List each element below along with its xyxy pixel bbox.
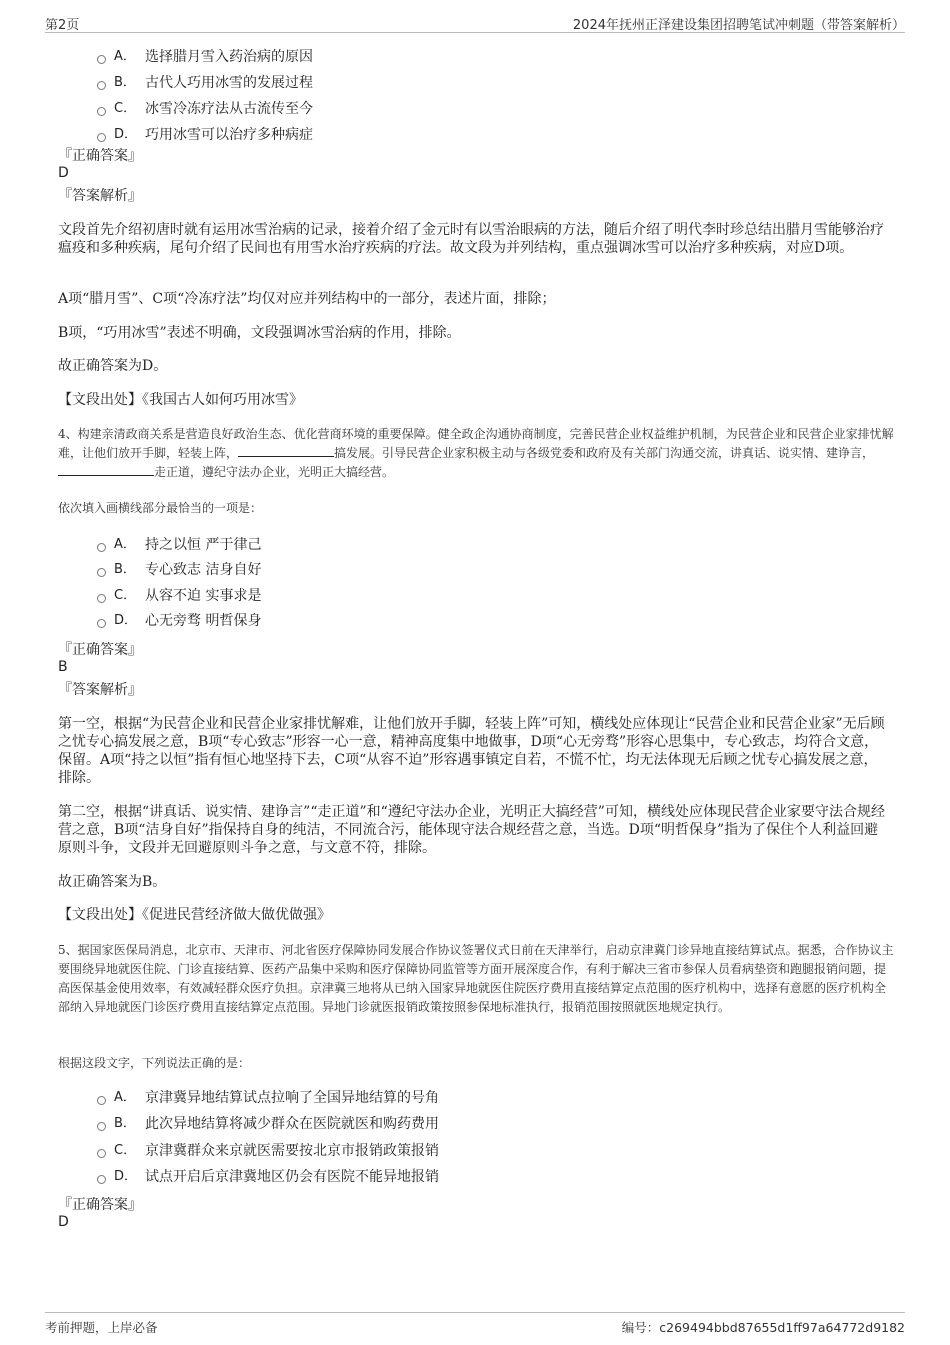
footer-slogan: 考前押题，上岸必备 <box>45 1320 158 1335</box>
radio-icon[interactable] <box>97 543 106 552</box>
q5-option-d[interactable]: D． 试点开启后京津冀地区仍会有医院不能异地报销 <box>97 1168 439 1186</box>
q4-analysis-conclusion: 故正确答案为B。 <box>58 874 167 890</box>
page-number: 第2页 <box>45 18 80 33</box>
q4-analysis-paragraph: 第一空，根据“为民营企业和民营企业家排忧解难，让他们放开手脚，轻装上阵”可知，横线处应体现让“民营企业和民营企业家”无后顾之忧专心搞发展之意，B项“专心致志”形容一心一意，精神高度集中地做事，D项“心无旁骛”形容心思集中，专心致志，均符合文意，保留。A项“持之以恒”指有恒心地坚持下去，C项“从容不迫”形容遇事镇定自若，不慌不忙，均无法体现无后顾之忧专心搞发展之意，排除。 <box>58 716 885 786</box>
q4-analysis-label: 『答案解析』 <box>58 682 142 698</box>
radio-icon[interactable] <box>97 1096 106 1105</box>
radio-icon[interactable] <box>97 133 106 142</box>
q3-analysis-paragraph: A项“腊月雪”、C项“冷冻疗法”均仅对应并列结构中的一部分，表述片面，排除； <box>58 291 556 307</box>
radio-icon[interactable] <box>97 594 106 603</box>
radio-icon[interactable] <box>97 1175 106 1184</box>
q5-answer: D <box>58 1214 69 1230</box>
q3-answer-label: 『正确答案』 <box>58 148 142 164</box>
q3-source: 【文段出处】《我国古人如何巧用冰雪》 <box>58 392 303 408</box>
q4-option-d[interactable]: D． 心无旁骛 明哲保身 <box>97 612 261 630</box>
q5-answer-label: 『正确答案』 <box>58 1197 142 1213</box>
fill-blank-1[interactable] <box>238 445 334 457</box>
q4-stem: 4、构建亲清政商关系是营造良好政治生态、优化营商环境的重要保障。健全政企沟通协商制度，完善民营企业权益维护机制，为民营企业和民营企业家排忧解难，让他们放开手脚，轻装上阵， 搞发展。引导民营企业家积极主动与各级党委和政府及有关部门沟通交流，讲真话、说实情、建诤言，走正道，遵纪守法办企业，光明正大搞经营。 <box>58 427 894 479</box>
document-title: 2024年抚州正泽建设集团招聘笔试冲刺题（带答案解析） <box>572 18 905 33</box>
page-footer <box>45 1312 905 1337</box>
radio-icon[interactable] <box>97 568 106 577</box>
q3-answer: D <box>58 165 69 181</box>
q3-analysis-conclusion: 故正确答案为D。 <box>58 358 168 374</box>
q4-source: 【文段出处】《促进民营经济做大做优做强》 <box>58 907 331 923</box>
q5-option-a[interactable]: A． 京津冀异地结算试点拉响了全国异地结算的号角 <box>97 1089 439 1107</box>
q5-prompt: 根据这段文字，下列说法正确的是： <box>58 1056 251 1070</box>
radio-icon[interactable] <box>97 81 106 90</box>
q3-analysis-paragraph: 文段首先介绍初唐时就有运用冰雪治病的记录，接着介绍了金元时有以雪治眼病的方法，随后介绍了明代李时珍总结出腊月雪能够治疗瘟疫和多种疾病，尾句介绍了民间也有用雪水治疗疾病的疗法。故文段为并列结构，重点强调冰雪可以治疗多种疾病，对应D项。 <box>58 222 884 256</box>
q3-option-b[interactable]: B． 古代人巧用冰雪的发展过程 <box>97 74 313 92</box>
radio-icon[interactable] <box>97 107 106 116</box>
q4-answer-label: 『正确答案』 <box>58 642 142 658</box>
q4-analysis-paragraph: 第二空，根据“讲真话、说实情、建诤言”“走正道”和“遵纪守法办企业，光明正大搞经营”可知，横线处应体现民营企业家要守法合规经营之意，B项“洁身自好”指保持自身的纯洁，不同流合污，能体现守法合规经营之意，当选。D项“明哲保身”指为了保住个人利益回避原则斗争，文段并无回避原则斗争之意，与文意不符，排除。 <box>58 804 885 856</box>
q5-stem: 5、据国家医保局消息，北京市、天津市、河北省医疗保障协同发展合作协议签署仪式日前在天津举行，启动京津冀门诊异地直接结算试点。据悉，合作协议主要围绕异地就医住院、门诊直接结算、医药产品集中采购和医疗保障协同监管等方面开展深度合作，有利于解决三省市参保人员看病垫资和跑腿报销问题，提高医保基金使用效率，有效减轻群众医疗负担。京津冀三地将从已纳入国家异地就医住院医疗费用直接结算定点范围的医疗机构中，选择有意愿的医疗机构全部纳入异地就医门诊医疗费用直接结算定点范围。异地门诊就医报销政策按照参保地标准执行，报销范围按照就医地规定执行。 <box>58 943 894 1014</box>
q4-option-a[interactable]: A． 持之以恒 严于律己 <box>97 536 261 554</box>
radio-icon[interactable] <box>97 55 106 64</box>
radio-icon[interactable] <box>97 1122 106 1131</box>
radio-icon[interactable] <box>97 619 106 628</box>
q4-answer: B <box>58 659 68 675</box>
q4-prompt: 依次填入画横线部分最恰当的一项是： <box>58 501 263 515</box>
q3-option-d[interactable]: D． 巧用冰雪可以治疗多种病症 <box>97 126 313 144</box>
q3-analysis-label: 『答案解析』 <box>58 188 142 204</box>
q5-option-c[interactable]: C． 京津冀群众来京就医需要按北京市报销政策报销 <box>97 1142 439 1160</box>
page-header <box>45 12 905 33</box>
q3-analysis-paragraph: B项，“巧用冰雪”表述不明确，文段强调冰雪治病的作用，排除。 <box>58 325 461 341</box>
q5-option-b[interactable]: B． 此次异地结算将减少群众在医院就医和购药费用 <box>97 1115 439 1133</box>
q3-option-c[interactable]: C． 冰雪冷冻疗法从古流传至今 <box>97 100 313 118</box>
fill-blank-2[interactable] <box>58 464 154 476</box>
q4-option-b[interactable]: B． 专心致志 洁身自好 <box>97 561 261 579</box>
radio-icon[interactable] <box>97 1149 106 1158</box>
document-code: 编号：c269494bbd87655d1ff97a64772d9182 <box>621 1320 905 1335</box>
q3-option-a[interactable]: A． 选择腊月雪入药治病的原因 <box>97 48 313 66</box>
q4-option-c[interactable]: C． 从容不迫 实事求是 <box>97 587 261 605</box>
